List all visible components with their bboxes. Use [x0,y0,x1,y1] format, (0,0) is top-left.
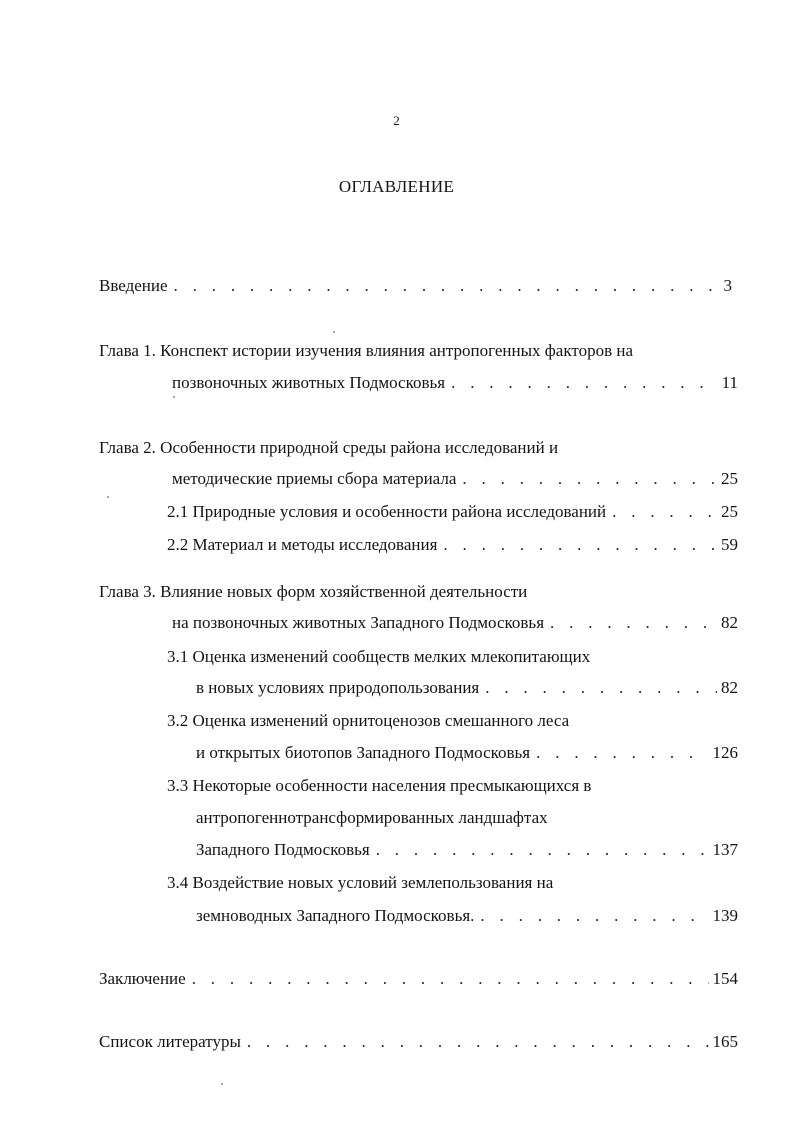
scan-speck [107,496,109,498]
toc-section-3-3-subtitle[interactable]: антропогеннотрансформированных ландшафтах [196,808,548,827]
toc-entry-label: на позвоночных животных Западного Подмосковья [172,613,545,632]
page-title: ОГЛАВЛЕНИЕ [338,177,455,196]
toc-entry-label: методические приемы сбора материала [172,469,457,488]
toc-section-3-2-title[interactable]: 3.2 Оценка изменений орнитоценозов смешанного леса [167,711,570,730]
toc-entry-section-2-1[interactable] [167,501,738,523]
toc-entry-label: Заключение [99,969,186,988]
toc-entry-label: 2.1 Природные условия и особенности района исследований [167,502,607,521]
scan-speck [221,1083,223,1085]
toc-entry-page: 25 [721,469,738,488]
toc-entry-label: Список литературы [99,1032,241,1051]
toc-entry-chapter1[interactable] [172,372,738,394]
dot-leader [480,905,708,927]
toc-entry-chapter3[interactable] [172,612,738,634]
toc-entry-page: 139 [712,906,738,925]
toc-chapter2-title[interactable]: Глава 2. Особенности природной среды района исследований и [99,438,559,457]
dot-leader [536,742,708,764]
scan-speck [333,331,335,333]
toc-entry-label: позвоночных животных Подмосковья [172,373,446,392]
dot-leader [443,534,717,556]
toc-entry-page: 154 [712,969,738,988]
toc-entry-label: и открытых биотопов Западного Подмосковья [196,743,531,762]
scan-speck [173,396,175,398]
toc-entry-conclusion[interactable] [99,968,738,990]
toc-entry-page: 82 [721,678,738,697]
toc-section-3-4-title[interactable]: 3.4 Воздействие новых условий землепользования на [167,873,554,892]
toc-entry-page: 82 [721,613,738,632]
toc-entry-page: 3 [723,276,732,295]
toc-entry-section-3-2[interactable] [196,742,738,764]
toc-entry-label: 2.2 Материал и методы исследования [167,535,438,554]
dot-leader [376,839,709,861]
toc-entry-label: Западного Подмосковья [196,840,370,859]
dot-leader [612,501,717,523]
toc-entry-page: 11 [721,373,738,392]
toc-entry-label: в новых условиях природопользования [196,678,480,697]
toc-entry-page: 126 [712,743,738,762]
toc-entry-label: земноводных Западного Подмосковья. [196,906,475,925]
toc-entry-label: Введение [99,276,168,295]
toc-entry-section-3-3[interactable] [196,839,738,861]
toc-entry-intro[interactable] [99,275,732,297]
toc-entry-chapter2[interactable] [172,468,738,490]
dot-leader [192,968,709,990]
toc-chapter1-title[interactable]: Глава 1. Конспект истории изучения влияния антропогенных факторов на [99,341,634,360]
toc-entry-page: 165 [712,1032,738,1051]
toc-entry-section-3-1[interactable] [196,677,738,699]
dot-leader [550,612,717,634]
toc-section-3-1-title[interactable]: 3.1 Оценка изменений сообществ мелких млекопитающих [167,647,591,666]
toc-entry-page: 59 [721,535,738,554]
dot-leader [247,1031,709,1053]
dot-leader [451,372,718,394]
toc-section-3-3-title[interactable]: 3.3 Некоторые особенности населения пресмыкающихся в [167,776,592,795]
toc-entry-page: 137 [712,840,738,859]
toc-entry-section-3-4[interactable] [196,905,738,927]
toc-entry-page: 25 [721,502,738,521]
toc-entry-section-2-2[interactable] [167,534,738,556]
dot-leader [174,275,720,297]
toc-chapter3-title[interactable]: Глава 3. Влияние новых форм хозяйственной деятельности [99,582,528,601]
dot-leader [462,468,717,490]
page-number: 2 [393,113,400,128]
toc-entry-references[interactable] [99,1031,738,1053]
dot-leader [485,677,717,699]
